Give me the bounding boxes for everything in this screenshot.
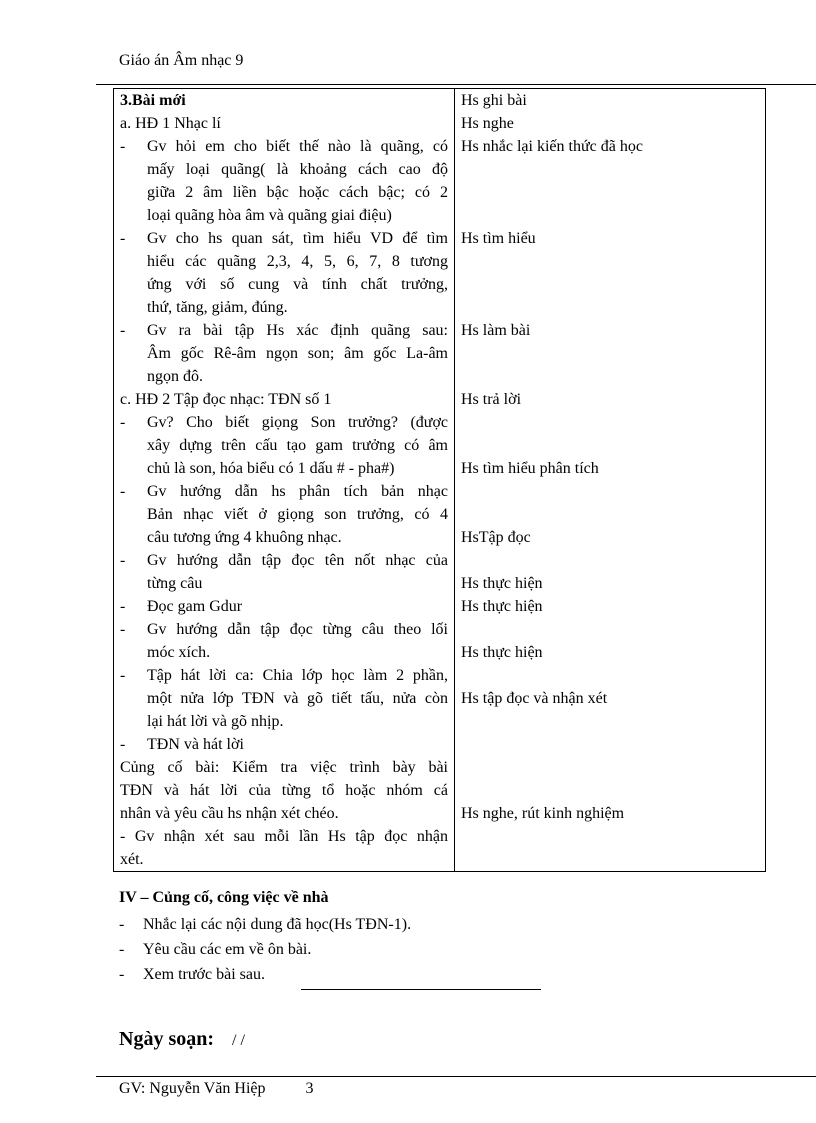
right-line: [461, 365, 765, 388]
right-line: [461, 733, 765, 756]
bullet-icon: -: [120, 138, 126, 155]
left-line: mấy loại quãng( là khoảng cách cao độ: [147, 161, 448, 178]
footer-rule: [96, 1076, 816, 1077]
date-value: / /: [232, 1032, 245, 1049]
left-line: chủ là son, hóa biểu có 1 dấu # - pha#): [147, 460, 395, 477]
homework-list: [119, 912, 411, 987]
section-4-title: IV – Củng cố, công việc về nhà: [119, 889, 329, 906]
right-line: [461, 434, 765, 457]
left-line: một nửa lớp TĐN và gõ tiết tấu, nửa còn: [147, 690, 448, 707]
right-line: Hs làm bài: [461, 322, 531, 339]
right-line: Hs trả lời: [461, 391, 522, 408]
right-line: [461, 756, 765, 779]
teacher-activities-column: [114, 89, 455, 871]
right-line: [461, 480, 765, 503]
left-line: - Gv hỏi em cho biết thế nào là quãng, có: [120, 135, 454, 158]
right-line: Hs ghi bài: [461, 92, 527, 109]
right-line: Hs nghe: [461, 115, 514, 132]
right-line: [461, 158, 765, 181]
right-line: [461, 710, 765, 733]
bullet-icon: -: [119, 941, 125, 958]
right-line: Hs thực hiện: [461, 598, 543, 615]
right-line: [461, 825, 765, 848]
left-line: xét.: [120, 851, 144, 868]
separator-line: [301, 989, 541, 990]
left-line: c. HĐ 2 Tập đọc nhạc: TĐN số 1: [120, 391, 332, 408]
right-line: [461, 503, 765, 526]
right-line: [461, 664, 765, 687]
right-line: [461, 296, 765, 319]
left-line: - Gv hướng dẫn hs phân tích bản nhạc: [120, 480, 454, 503]
left-line: Bản nhạc viết ở giọng son trưởng, có 4: [147, 506, 448, 523]
bullet-icon: -: [120, 736, 126, 753]
right-line: Hs tìm hiểu: [461, 230, 536, 247]
right-line: Hs thực hiện: [461, 575, 543, 592]
right-line: HsTập đọc: [461, 529, 531, 546]
bullet-icon: -: [120, 483, 126, 500]
left-line: xây dựng trên cấu tạo gam trưởng có âm: [147, 437, 448, 454]
bullet-icon: -: [120, 667, 126, 684]
teacher-name: GV: Nguyễn Văn Hiệp: [119, 1080, 266, 1097]
right-line: [461, 618, 765, 641]
left-line: 3.Bài mới: [120, 92, 186, 109]
page-footer: [119, 1080, 314, 1098]
left-line: - Tập hát lời ca: Chia lớp học làm 2 phần,: [120, 664, 454, 687]
right-line: [461, 848, 765, 871]
right-line: Hs thực hiện: [461, 644, 543, 661]
student-activities-column: [455, 89, 765, 871]
left-line: ứng với số cung và tính chất trưởng,: [147, 276, 448, 293]
right-line: [461, 273, 765, 296]
left-line: - Gv nhận xét sau mỗi lần Hs tập đọc nhận: [120, 828, 448, 845]
left-line: hiểu các quãng 2,3, 4, 5, 6, 7, 8 tương: [147, 253, 448, 270]
bullet-icon: -: [119, 916, 125, 933]
right-line: [461, 342, 765, 365]
lesson-table: [113, 88, 766, 872]
right-line: Hs nhắc lại kiến thức đã học: [461, 138, 643, 155]
bullet-icon: -: [120, 322, 126, 339]
list-item: - Nhắc lại các nội dung đã học(Hs TĐN-1).: [119, 912, 411, 937]
left-line: Âm gốc Rê-âm ngọn son; âm gốc La-âm: [147, 345, 448, 362]
left-line: - Gv ra bài tập Hs xác định quãng sau:: [120, 319, 454, 342]
bullet-icon: -: [120, 552, 126, 569]
right-line: [461, 411, 765, 434]
bullet-icon: -: [120, 621, 126, 638]
left-line: TĐN và hát lời của từng tổ hoặc nhóm cá: [120, 782, 448, 799]
left-line: lại hát lời và gõ nhịp.: [147, 713, 284, 730]
left-line: - Gv hướng dẫn tập đọc tên nốt nhạc của: [120, 549, 454, 572]
header-rule: [96, 84, 816, 85]
left-line: - Gv hướng dẫn tập đọc từng câu theo lối: [120, 618, 454, 641]
left-line: từng câu: [147, 575, 203, 592]
right-line: [461, 549, 765, 572]
left-line: a. HĐ 1 Nhạc lí: [120, 115, 221, 132]
list-item: - Xem trước bài sau.: [119, 962, 411, 987]
left-line: - Gv? Cho biết giọng Son trưởng? (được: [120, 411, 454, 434]
right-line: Hs tập đọc và nhận xét: [461, 690, 608, 707]
left-line: móc xích.: [147, 644, 211, 661]
page-number: 3: [305, 1080, 314, 1097]
date-label: Ngày soạn:: [119, 1028, 215, 1050]
right-line: [461, 204, 765, 227]
bullet-icon: -: [120, 414, 126, 431]
bullet-icon: -: [120, 598, 126, 615]
left-line: loại quãng hòa âm và quãng giai điệu): [147, 207, 392, 224]
left-line: - Gv cho hs quan sát, tìm hiểu VD để tìm: [120, 227, 454, 250]
left-line: - TĐN và hát lời: [120, 733, 454, 756]
left-line: nhân và yêu cầu hs nhận xét chéo.: [120, 805, 339, 822]
left-line: ngọn đô.: [147, 368, 203, 385]
right-line: Hs nghe, rút kinh nghiệm: [461, 805, 625, 822]
right-line: [461, 250, 765, 273]
left-line: câu tương ứng 4 khuông nhạc.: [147, 529, 342, 546]
bullet-icon: -: [120, 230, 126, 247]
right-line: Hs tìm hiểu phân tích: [461, 460, 599, 477]
page-header: Giáo án Âm nhạc 9: [119, 52, 244, 69]
left-line: thứ, tăng, giảm, đúng.: [147, 299, 288, 316]
list-item: - Yêu cầu các em về ôn bài.: [119, 937, 411, 962]
left-line: - Đọc gam Gdur: [120, 595, 454, 618]
date-line: [119, 1028, 245, 1051]
left-line: Củng cố bài: Kiểm tra việc trình bày bài: [120, 759, 448, 776]
right-line: [461, 181, 765, 204]
left-line: giữa 2 âm liền bậc hoặc cách bậc; có 2: [147, 184, 448, 201]
right-line: [461, 779, 765, 802]
bullet-icon: -: [119, 966, 125, 983]
